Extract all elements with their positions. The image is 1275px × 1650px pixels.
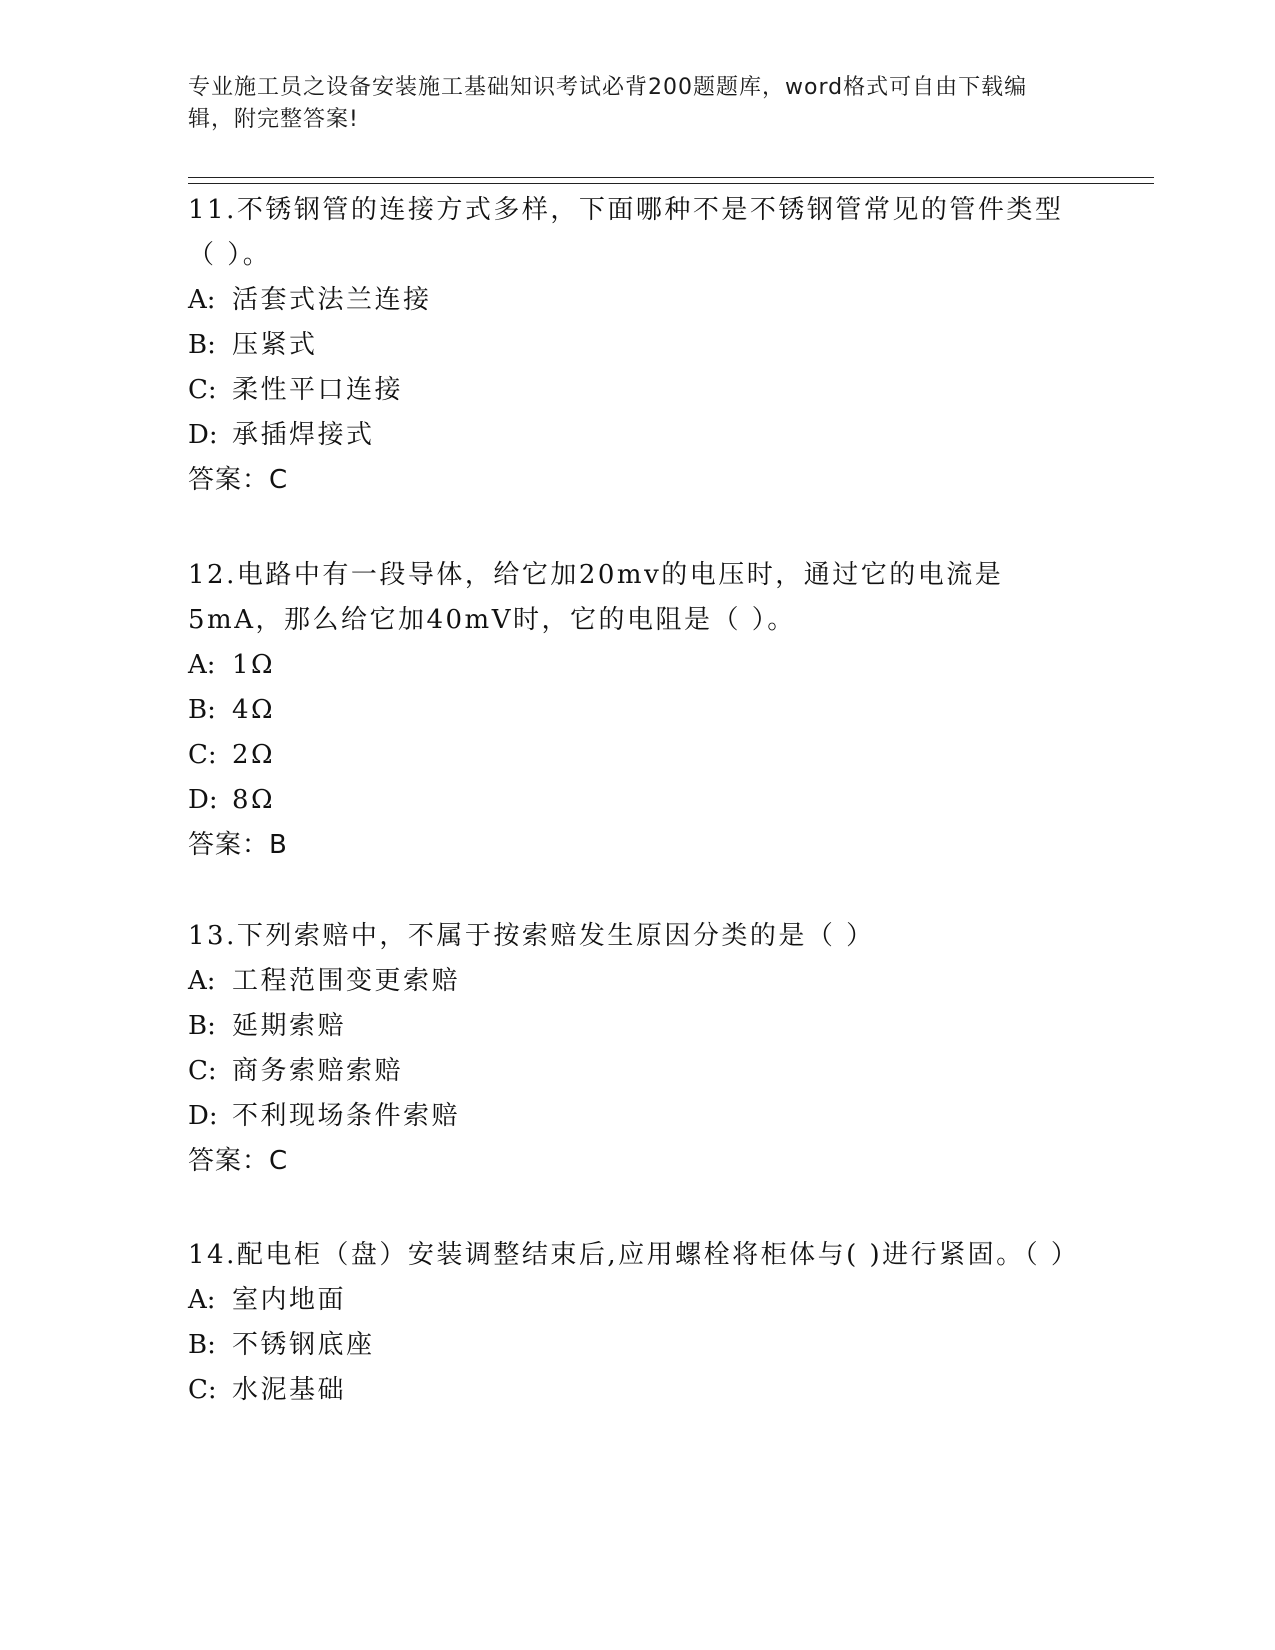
option-text: 延期索赔 [232, 1011, 347, 1041]
answer-line: 答案：C [188, 465, 289, 495]
question-14 [188, 1233, 1088, 1413]
option-text: 工程范围变更索赔 [232, 966, 461, 996]
document-title: 专业施工员之设备安装施工基础知识考试必背200题题库，word格式可自由下载编辑，附完整答案! [188, 75, 1028, 132]
option-letter: C: [188, 375, 217, 405]
option-c [188, 368, 1088, 413]
option-b [188, 688, 1088, 733]
answer-line: 答案：C [188, 1146, 289, 1176]
option-text: 商务索赔索赔 [232, 1056, 404, 1086]
option-letter: B: [188, 695, 216, 725]
question-stem: 11.不锈钢管的连接方式多样，下面哪种不是不锈钢管常见的管件类型（ ）。 [188, 195, 1064, 270]
option-d [188, 413, 1088, 458]
option-letter: D: [188, 1101, 218, 1131]
option-text: 2Ω [232, 740, 276, 770]
option-text: 室内地面 [232, 1285, 347, 1315]
option-letter: B: [188, 1330, 216, 1360]
option-text: 不锈钢底座 [232, 1330, 375, 1360]
option-text: 活套式法兰连接 [232, 285, 432, 315]
option-c [188, 1368, 1088, 1413]
option-b [188, 323, 1088, 368]
option-text: 水泥基础 [232, 1375, 347, 1405]
option-d [188, 1094, 1088, 1139]
question-13 [188, 914, 1088, 1184]
option-text: 柔性平口连接 [232, 375, 404, 405]
option-letter: D: [188, 785, 218, 815]
option-a [188, 959, 1088, 1004]
option-a [188, 643, 1088, 688]
option-letter: D: [188, 420, 218, 450]
option-b [188, 1323, 1088, 1368]
question-stem: 14.配电柜（盘）安装调整结束后,应用螺栓将柜体与( )进行紧固。（ ） [188, 1240, 1080, 1270]
header-divider-top [188, 177, 1154, 178]
option-letter: A: [188, 285, 216, 315]
option-c [188, 733, 1088, 778]
option-d [188, 778, 1088, 823]
option-letter: A: [188, 1285, 216, 1315]
option-text: 1Ω [232, 650, 276, 680]
option-text: 8Ω [232, 785, 276, 815]
option-a [188, 278, 1088, 323]
option-a [188, 1278, 1088, 1323]
header-divider-bottom [188, 183, 1154, 184]
option-b [188, 1004, 1088, 1049]
option-letter: B: [188, 330, 216, 360]
option-text: 承插焊接式 [232, 420, 375, 450]
option-letter: C: [188, 740, 217, 770]
option-letter: A: [188, 966, 216, 996]
answer-line: 答案：B [188, 830, 288, 860]
option-c [188, 1049, 1088, 1094]
option-letter: A: [188, 650, 216, 680]
question-12 [188, 553, 1088, 868]
option-letter: C: [188, 1375, 217, 1405]
question-11 [188, 188, 1088, 503]
option-letter: B: [188, 1011, 216, 1041]
option-text: 4Ω [232, 695, 276, 725]
option-letter: C: [188, 1056, 217, 1086]
option-text: 不利现场条件索赔 [232, 1101, 461, 1131]
option-text: 压紧式 [232, 330, 318, 360]
question-stem: 13.下列索赔中，不属于按索赔发生原因分类的是（ ） [188, 921, 875, 951]
question-stem: 12.电路中有一段导体，给它加20mv的电压时，通过它的电流是5mA，那么给它加40mV时，它的电阻是（ ）。 [188, 560, 1004, 635]
